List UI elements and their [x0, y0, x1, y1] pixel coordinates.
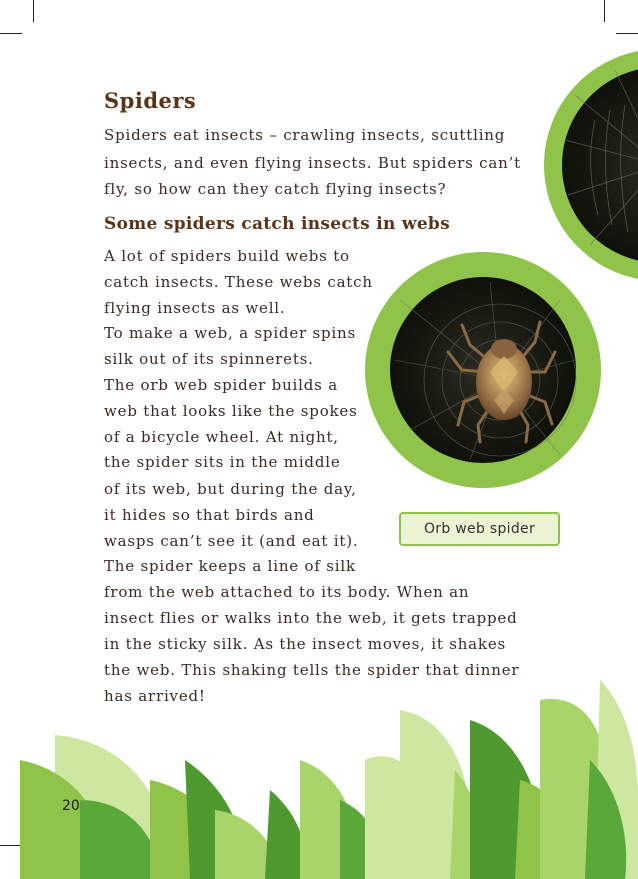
body-line: from the web attached to its body. When an	[104, 583, 470, 601]
body-line: has arrived!	[104, 687, 206, 705]
body-line: web that looks like the spokes	[104, 402, 358, 420]
top-right-photo-circle	[544, 49, 638, 281]
photo-caption-box	[399, 512, 560, 546]
section-heading: Some spiders catch insects in webs	[104, 214, 450, 234]
body-line: catch insects. These webs catch	[104, 273, 373, 291]
body-line: of its web, but during the day,	[104, 480, 357, 498]
spider-photo-circle	[365, 252, 601, 488]
body-line: The orb web spider builds a	[104, 376, 338, 394]
page-title: Spiders	[104, 88, 197, 113]
body-line: of a bicycle wheel. At night,	[104, 428, 339, 446]
body-line: the web. This shaking tells the spider that dinner	[104, 661, 520, 679]
body-line: insect flies or walks into the web, it gets trapped	[104, 609, 518, 627]
page-number: 20	[62, 798, 80, 814]
body-line: flying insects as well.	[104, 299, 286, 317]
body-line: To make a web, a spider spins	[104, 324, 356, 342]
photo-caption: Orb web spider	[423, 521, 536, 537]
body-line: it hides so that birds and	[104, 506, 315, 524]
body-line: the spider sits in the middle	[104, 453, 341, 471]
body-line: The spider keeps a line of silk	[104, 557, 356, 575]
intro-line: Spiders eat insects – crawling insects, scuttling	[104, 126, 506, 144]
intro-line: insects, and even flying insects. But spiders can’t	[104, 154, 521, 172]
body-line: silk out of its spinnerets.	[104, 350, 314, 368]
intro-line: fly, so how can they catch flying insects?	[104, 180, 447, 198]
body-line: in the sticky silk. As the insect moves, it shakes	[104, 635, 506, 653]
leaf-border	[20, 680, 638, 879]
body-line: A lot of spiders build webs to	[104, 247, 350, 265]
body-line: wasps can’t see it (and eat it).	[104, 532, 359, 550]
